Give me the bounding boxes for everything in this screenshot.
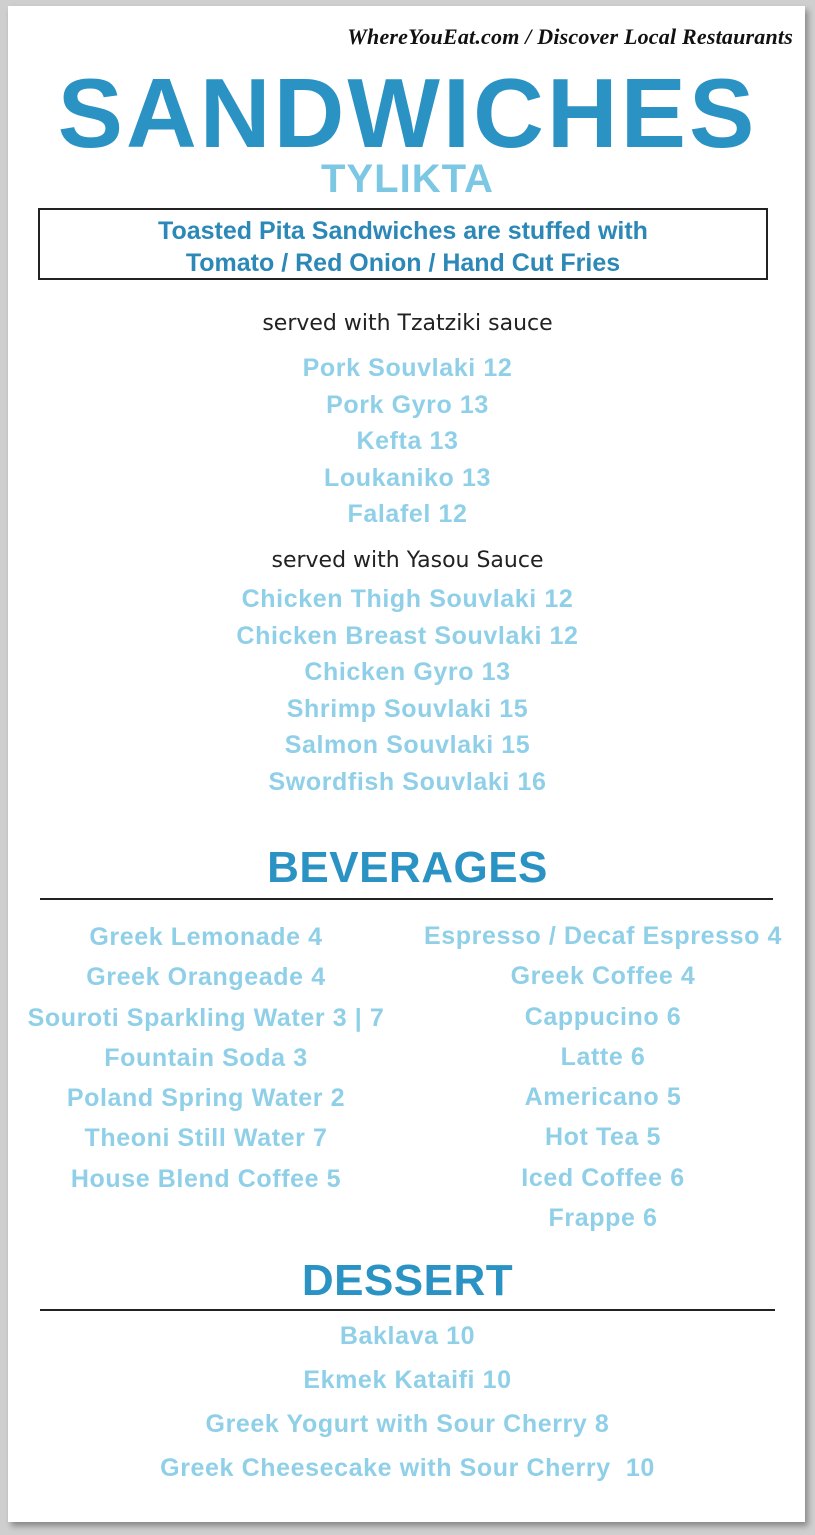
beverages-right-column — [412, 916, 794, 1238]
menu-item: Pork Souvlaki 12 — [302, 354, 513, 382]
menu-item: Poland Spring Water 2 — [66, 1084, 346, 1113]
menu-item: House Blend Coffee 5 — [70, 1164, 342, 1193]
dessert-title: DESSERT — [301, 1256, 514, 1305]
menu-item: Kefta 13 — [356, 427, 459, 456]
beverages-title: BEVERAGES — [267, 843, 548, 892]
menu-item: Falafel 12 — [347, 500, 468, 529]
menu-item: Greek Orangeade 4 — [86, 963, 326, 992]
sandwich-list-tzatziki — [0, 350, 815, 533]
sauce-label-tzatziki: served with Tzatziki sauce — [262, 311, 553, 336]
dessert-list — [0, 1314, 815, 1490]
menu-item: Greek Lemonade 4 — [89, 923, 323, 951]
menu-item: Pork Gyro 13 — [326, 390, 489, 419]
menu-item: Greek Cheesecake with Sour Cherry 10 — [160, 1454, 655, 1482]
beverages-left-column — [10, 917, 402, 1199]
sauce-label-yasou: served with Yasou Sauce — [271, 548, 544, 573]
menu-item: Baklava 10 — [339, 1322, 476, 1350]
menu-item: Espresso / Decaf Espresso 4 — [423, 922, 783, 950]
description-line: Toasted Pita Sandwiches are stuffed with — [158, 217, 648, 245]
menu-item: Latte 6 — [560, 1042, 646, 1071]
menu-item: Greek Coffee 4 — [510, 962, 696, 991]
menu-item: Iced Coffee 6 — [521, 1163, 685, 1192]
menu-item: Ekmek Kataifi 10 — [303, 1366, 512, 1394]
menu-item: Shrimp Souvlaki 15 — [286, 694, 529, 723]
menu-item: Theoni Still Water 7 — [84, 1124, 328, 1153]
menu-item: Greek Yogurt with Sour Cherry 8 — [205, 1410, 610, 1438]
sandwich-list-yasou — [0, 581, 815, 801]
watermark: WhereYouEat.com / Discover Local Restaurants — [347, 24, 793, 49]
menu-item: Americano 5 — [524, 1083, 682, 1112]
menu-item: Fountain Soda 3 — [104, 1043, 308, 1072]
menu-item: Hot Tea 5 — [544, 1123, 662, 1152]
dessert-divider — [40, 1309, 775, 1311]
menu-item: Cappucino 6 — [524, 1002, 682, 1031]
sandwich-description-box — [38, 208, 768, 280]
menu-item: Souroti Sparkling Water 3 | 7 — [27, 1003, 385, 1032]
menu-item: Chicken Breast Souvlaki 12 — [236, 621, 579, 650]
description-line: Tomato / Red Onion / Hand Cut Fries — [185, 249, 621, 277]
menu-item: Salmon Souvlaki 15 — [284, 731, 531, 760]
beverages-divider — [40, 898, 773, 900]
menu-item: Chicken Thigh Souvlaki 12 — [241, 585, 574, 613]
menu-item: Swordfish Souvlaki 16 — [268, 767, 547, 796]
menu-item: Frappe 6 — [548, 1204, 658, 1233]
menu-item: Loukaniko 13 — [324, 463, 491, 492]
menu-item: Chicken Gyro 13 — [304, 658, 511, 687]
sandwiches-title: SANDWICHES — [57, 58, 758, 168]
sandwiches-subtitle: TYLIKTA — [321, 157, 494, 201]
